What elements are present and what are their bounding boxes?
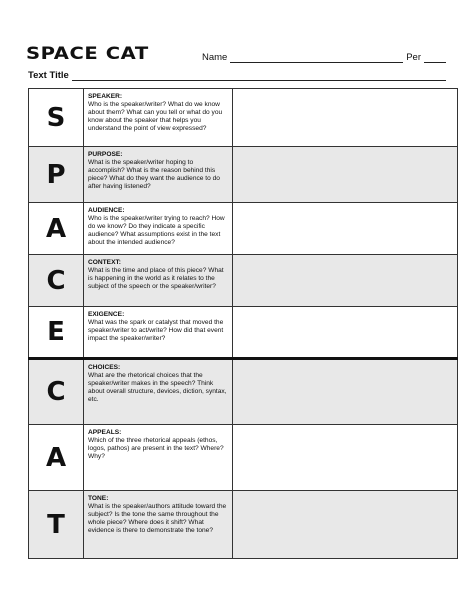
row-letter: E [29, 307, 84, 359]
row-heading: CHOICES: [88, 364, 121, 371]
row-heading: SPEAKER: [88, 93, 123, 100]
table-row [29, 491, 458, 559]
row-prompt: What is the time and place of this piece? What is happening in the world as it relates to the subject of the speech or the speaker/writer? [88, 267, 224, 291]
row-prompt: What is the speaker/writer hoping to accomplish? What is the reason behind this piece? What do they want the audience to do after having listened? [88, 159, 220, 191]
row-letter: T [29, 491, 84, 559]
table-row [29, 89, 458, 147]
answer-cell[interactable] [233, 203, 458, 255]
table-row [29, 255, 458, 307]
answer-cell[interactable] [233, 307, 458, 359]
text-title-line [28, 70, 446, 81]
answer-cell[interactable] [233, 147, 458, 203]
row-description [84, 307, 233, 359]
row-description [84, 203, 233, 255]
name-field[interactable] [230, 53, 403, 63]
row-prompt: Which of the three rhetorical appeals (ethos, logos, pathos) are present in the text? Where? Why? [88, 437, 224, 461]
name-per-line [202, 52, 446, 63]
row-letter: A [29, 425, 84, 491]
table-row [29, 147, 458, 203]
text-title-field[interactable] [72, 71, 446, 81]
per-field[interactable] [424, 53, 446, 63]
page-title: SPACE CAT [26, 44, 149, 64]
row-heading: EXIGENCE: [88, 311, 125, 318]
row-letter: A [29, 203, 84, 255]
row-heading: CONTEXT: [88, 259, 121, 266]
row-letter: C [29, 255, 84, 307]
row-description [84, 147, 233, 203]
row-prompt: Who is the speaker/writer trying to reach? How do we know? Do they indicate a specific audience? What assumptions exist in the text about the intended audience? [88, 215, 225, 247]
per-label: Per [406, 52, 421, 63]
row-description [84, 255, 233, 307]
answer-cell[interactable] [233, 491, 458, 559]
answer-cell[interactable] [233, 359, 458, 425]
table-row [29, 307, 458, 359]
name-label: Name [202, 52, 228, 63]
answer-cell[interactable] [233, 425, 458, 491]
row-letter: C [29, 359, 84, 425]
row-heading: TONE: [88, 495, 109, 502]
row-heading: AUDIENCE: [88, 207, 125, 214]
row-heading: APPEALS: [88, 429, 122, 436]
table-row [29, 425, 458, 491]
row-prompt: What is the speaker/authors attitude toward the subject? Is the tone the same throughout the whole piece? Where does it shift? What evidence is there to demonstrate the tone? [88, 503, 227, 535]
answer-cell[interactable] [233, 255, 458, 307]
space-cat-table [28, 88, 458, 559]
row-letter: P [29, 147, 84, 203]
row-description [84, 359, 233, 425]
row-description [84, 89, 233, 147]
row-heading: PURPOSE: [88, 151, 123, 158]
row-description [84, 425, 233, 491]
table-row [29, 203, 458, 255]
row-letter: S [29, 89, 84, 147]
answer-cell[interactable] [233, 89, 458, 147]
text-title-label: Text Title [28, 70, 69, 81]
table-row [29, 359, 458, 425]
row-prompt: What are the rhetorical choices that the speaker/writer makes in the speech? Think about overall structure, devices, diction, syntax, etc. [88, 372, 227, 404]
row-prompt: Who is the speaker/writer? What do we know about them? What can you tell or what do you know about the speaker that helps you understand the point of view expressed? [88, 101, 223, 133]
row-prompt: What was the spark or catalyst that moved the speaker/writer to act/write? How did that event impact the speaker/writer? [88, 319, 224, 343]
row-description [84, 491, 233, 559]
